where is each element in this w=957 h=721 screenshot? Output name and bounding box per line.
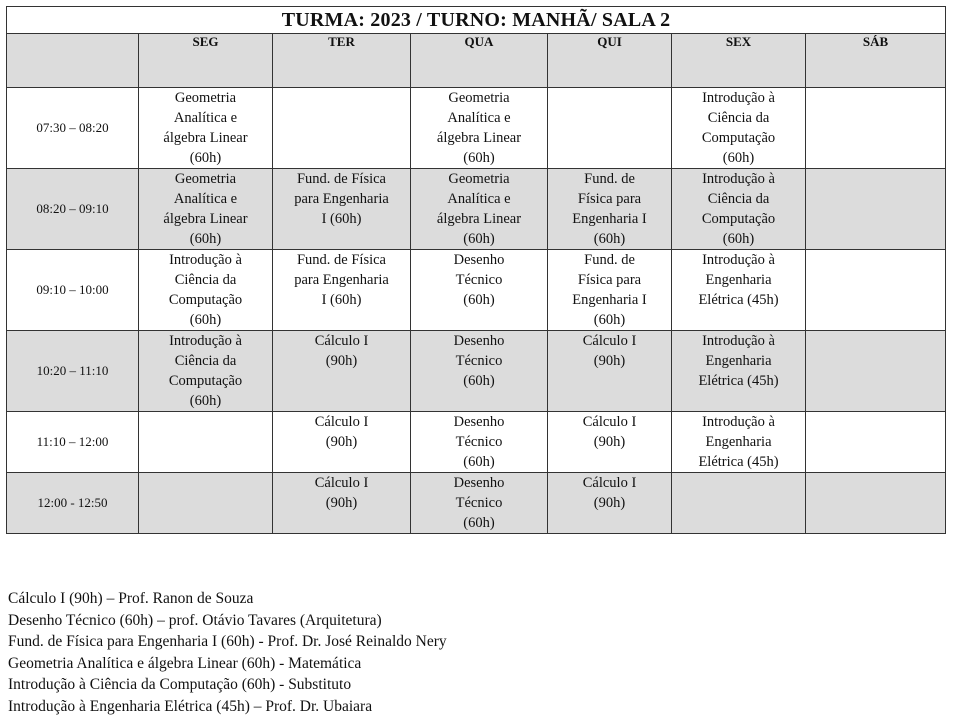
legend-entry: Desenho Técnico (60h) – prof. Otávio Tavares (Arquitetura)	[8, 611, 382, 629]
class-cell: Introdução à Ciência da Computação (60h)	[139, 331, 273, 412]
time-slot-row	[7, 169, 946, 250]
time-slot-label: 11:10 – 12:00	[7, 412, 139, 473]
class-cell: Fund. de Física para Engenharia I (60h)	[548, 250, 672, 331]
class-cell: Cálculo I (90h)	[273, 331, 411, 412]
day-header-ter: TER	[273, 34, 411, 88]
corner-cell	[7, 34, 139, 88]
legend-entry: Introdução à Ciência da Computação (60h) - Substituto	[8, 676, 352, 694]
time-slot-row	[7, 412, 946, 473]
day-header-row	[7, 34, 946, 88]
class-cell	[806, 88, 946, 169]
day-header-qui: QUI	[548, 34, 672, 88]
class-cell: Cálculo I (90h)	[548, 473, 672, 534]
legend-entry: Geometria Analítica e álgebra Linear (60h) - Matemática	[8, 654, 362, 672]
class-cell: Fund. de Física para Engenharia I (60h)	[273, 169, 411, 250]
class-cell: Cálculo I (90h)	[273, 412, 411, 473]
time-slot-row	[7, 331, 946, 412]
schedule-title: TURMA: 2023 / TURNO: MANHÃ/ SALA 2	[7, 7, 946, 34]
time-slot-row	[7, 88, 946, 169]
time-slot-label: 08:20 – 09:10	[7, 169, 139, 250]
legend-entry: Cálculo I (90h) – Prof. Ranon de Souza	[8, 590, 254, 607]
class-cell: Introdução à Engenharia Elétrica (45h)	[672, 331, 806, 412]
class-cell: Introdução à Engenharia Elétrica (45h)	[672, 250, 806, 331]
schedule-table	[6, 6, 946, 534]
time-slot-row	[7, 473, 946, 534]
class-cell: Fund. de Física para Engenharia I (60h)	[273, 250, 411, 331]
day-header-sáb: SÁB	[806, 34, 946, 88]
class-cell: Fund. de Física para Engenharia I (60h)	[548, 169, 672, 250]
class-cell: Cálculo I (90h)	[548, 331, 672, 412]
class-cell: Geometria Analítica e álgebra Linear (60h)	[411, 88, 548, 169]
class-cell: Desenho Técnico (60h)	[411, 473, 548, 534]
class-cell: Introdução à Engenharia Elétrica (45h)	[672, 412, 806, 473]
class-cell: Geometria Analítica e álgebra Linear (60h)	[411, 169, 548, 250]
class-cell	[806, 250, 946, 331]
time-slot-label: 07:30 – 08:20	[7, 88, 139, 169]
class-cell: Introdução à Ciência da Computação (60h)	[672, 88, 806, 169]
professor-legend	[8, 588, 447, 718]
class-cell	[806, 412, 946, 473]
legend-entry: Fund. de Física para Engenharia I (60h) - Prof. Dr. José Reinaldo Nery	[8, 633, 447, 651]
schedule-body	[7, 88, 946, 534]
class-cell: Geometria Analítica e álgebra Linear (60h)	[139, 88, 273, 169]
class-cell	[806, 169, 946, 250]
class-cell: Desenho Técnico (60h)	[411, 331, 548, 412]
class-cell	[548, 88, 672, 169]
class-cell	[273, 88, 411, 169]
time-slot-label: 09:10 – 10:00	[7, 250, 139, 331]
class-cell: Geometria Analítica e álgebra Linear (60h)	[139, 169, 273, 250]
time-slot-row	[7, 250, 946, 331]
class-cell	[139, 473, 273, 534]
class-cell: Desenho Técnico (60h)	[411, 412, 548, 473]
class-cell: Introdução à Ciência da Computação (60h)	[672, 169, 806, 250]
class-cell: Desenho Técnico (60h)	[411, 250, 548, 331]
time-slot-label: 10:20 – 11:10	[7, 331, 139, 412]
class-cell	[806, 331, 946, 412]
class-cell	[139, 412, 273, 473]
class-cell: Introdução à Ciência da Computação (60h)	[139, 250, 273, 331]
time-slot-label: 12:00 - 12:50	[7, 473, 139, 534]
class-cell: Cálculo I (90h)	[548, 412, 672, 473]
class-cell: Cálculo I (90h)	[273, 473, 411, 534]
class-cell	[672, 473, 806, 534]
day-header-qua: QUA	[411, 34, 548, 88]
day-header-sex: SEX	[672, 34, 806, 88]
legend-entry: Introdução à Engenharia Elétrica (45h) – Prof. Dr. Ubaiara	[8, 697, 373, 715]
class-cell	[806, 473, 946, 534]
day-header-seg: SEG	[139, 34, 273, 88]
